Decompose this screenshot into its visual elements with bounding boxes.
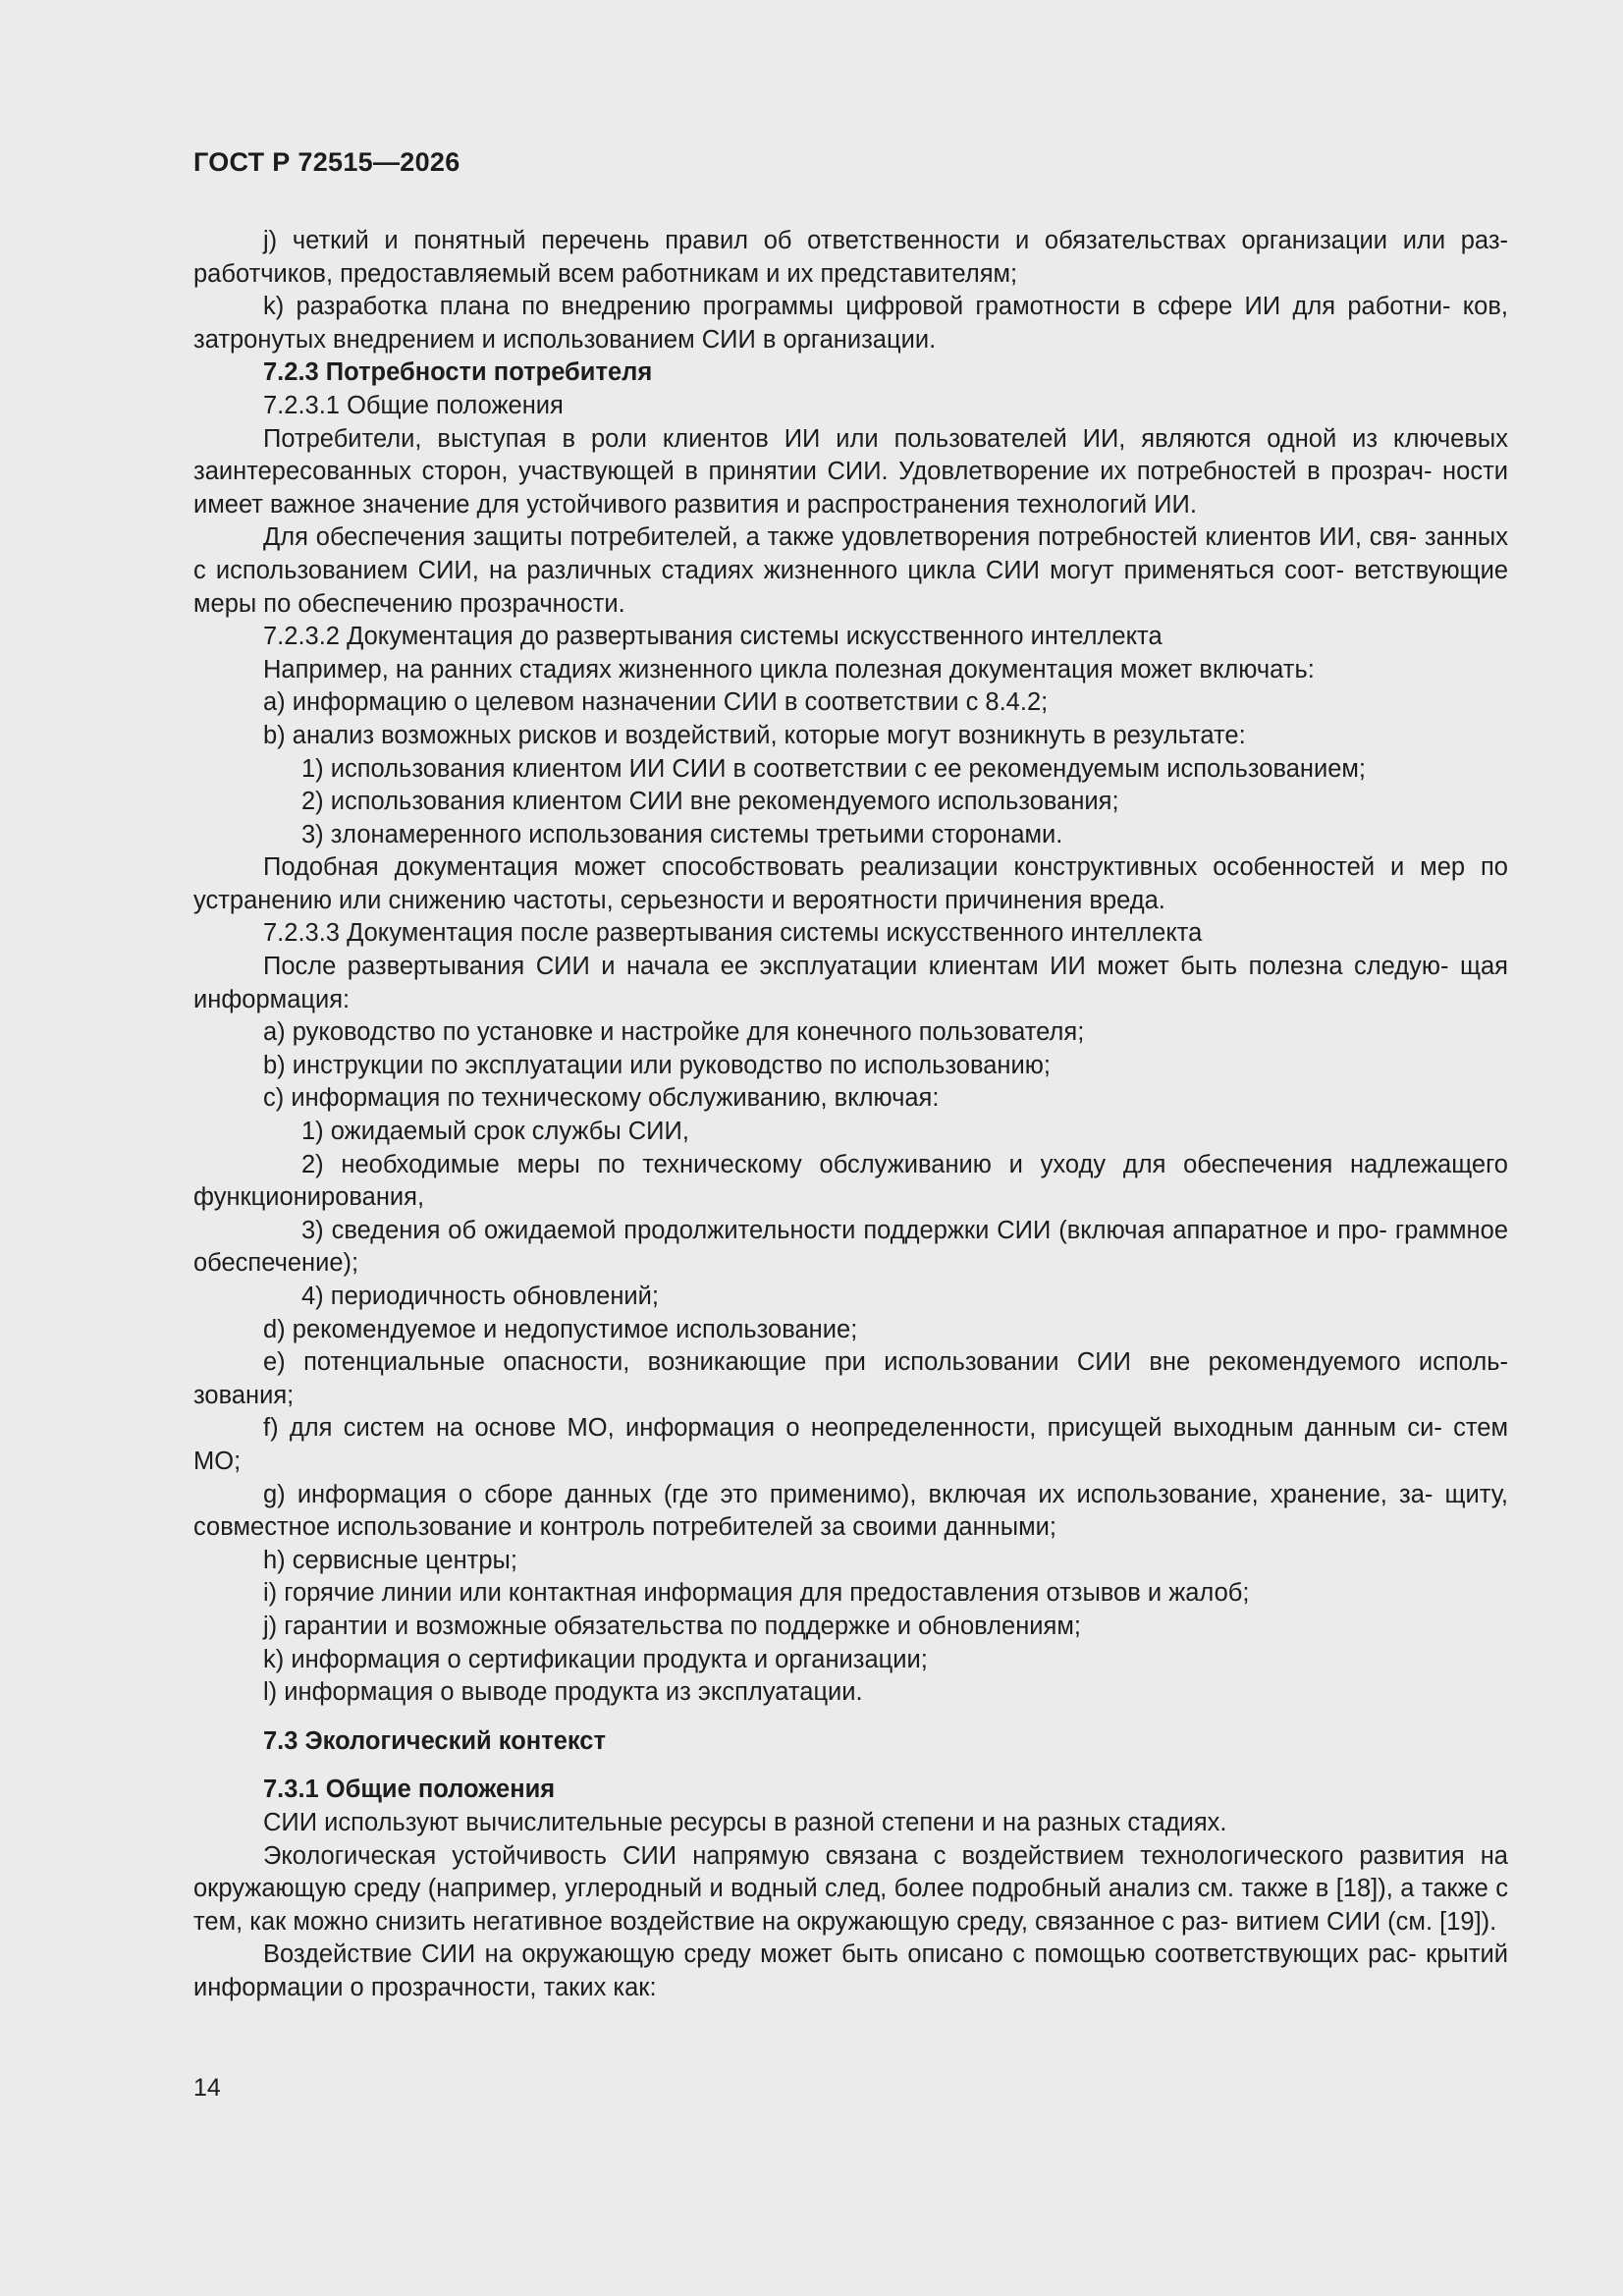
- paragraph: j) гарантии и возможные обязательства по поддержке и обновлениям;: [263, 1612, 1081, 1640]
- section-heading: 7.3 Экологический контекст: [263, 1726, 606, 1755]
- paragraph: 3) сведения об ожидаемой продолжительности поддержки СИИ (включая аппаратное и про- граммное обеспечение);: [193, 1216, 1508, 1278]
- paragraph: d) рекомендуемое и недопустимое использование;: [263, 1315, 858, 1343]
- paragraph: Подобная документация может способствовать реализации конструктивных особенностей и мер по устранению или снижению частоты, серьезности и вероятности причинения вреда.: [193, 853, 1508, 914]
- section-heading: 7.2.3 Потребности потребителя: [263, 358, 653, 387]
- paragraph: b) инструкции по эксплуатации или руководство по использованию;: [263, 1051, 1051, 1079]
- paragraph: f) для систем на основе МО, информация о неопределенности, присущей выходным данным си- стем МО;: [193, 1414, 1508, 1475]
- paragraph: l) информация о выводе продукта из эксплуатации.: [263, 1678, 863, 1707]
- paragraph: 1) ожидаемый срок службы СИИ,: [301, 1118, 689, 1146]
- paragraph: 1) использования клиентом ИИ СИИ в соответствии с ее рекомендуемым использованием;: [301, 754, 1367, 783]
- paragraph: 7.2.3.2 Документация до развертывания системы искусственного интеллекта: [263, 623, 1163, 651]
- paragraph: k) информация о сертификации продукта и организации;: [263, 1645, 928, 1673]
- paragraph: i) горячие линии или контактная информация для предоставления отзывов и жалоб;: [263, 1579, 1250, 1608]
- paragraph: 2) использования клиентом СИИ вне рекомендуемого использования;: [301, 788, 1119, 816]
- document-body: [193, 225, 1508, 2004]
- paragraph: Потребители, выступая в роли клиентов ИИ или пользователей ИИ, являются одной из ключевых заинтересованных сторон, участвующей в принятии СИИ. Удовлетворение их потребностей в прозрач- ности имеет важное значение для устойчивого развития и распространения технологий ИИ.: [193, 424, 1508, 519]
- paragraph: СИИ используют вычислительные ресурсы в разной степени и на разных стадиях.: [263, 1808, 1227, 1836]
- paragraph: e) потенциальные опасности, возникающие при использовании СИИ вне рекомендуемого исполь- зования;: [193, 1348, 1508, 1409]
- document-code-header: ГОСТ Р 72515—2026: [193, 147, 460, 177]
- paragraph: j) четкий и понятный перечень правил об ответственности и обязательствах организации или раз- работчиков, предоставляемый всем работникам и их представителям;: [193, 227, 1508, 288]
- paragraph: h) сервисные центры;: [263, 1546, 517, 1574]
- paragraph: k) разработка плана по внедрению программы цифровой грамотности в сфере ИИ для работни- ков, затронутых внедрением и использованием СИИ в организации.: [193, 293, 1508, 354]
- paragraph: b) анализ возможных рисков и воздействий, которые могут возникнуть в результате:: [263, 721, 1246, 749]
- paragraph: a) руководство по установке и настройке для конечного пользователя;: [263, 1018, 1085, 1047]
- paragraph: Экологическая устойчивость СИИ напрямую связана с воздействием технологического развития на окружающую среду (например, углеродный и водный след, более подробный анализ см. также в [18]), а также с тем, как можно снизить негативное воздействие на окружающую среду, связанное с раз- витием СИИ (см. [19]).: [193, 1841, 1508, 1936]
- paragraph: Для обеспечения защиты потребителей, а также удовлетворения потребностей клиентов ИИ, свя- занных с использованием СИИ, на различных стадиях жизненного цикла СИИ могут применяться соот- ветствующие меры по обеспечению прозрачности.: [193, 523, 1508, 618]
- paragraph: 4) периодичность обновлений;: [301, 1283, 659, 1310]
- paragraph: 2) необходимые меры по техническому обслуживанию и уходу для обеспечения надлежащего функционирования,: [193, 1150, 1508, 1212]
- paragraph: 7.2.3.1 Общие положения: [263, 391, 564, 419]
- paragraph: a) информацию о целевом назначении СИИ в соответствии с 8.4.2;: [263, 688, 1049, 717]
- section-heading: 7.3.1 Общие положения: [263, 1776, 556, 1804]
- page-number: 14: [193, 2074, 221, 2102]
- paragraph: c) информация по техническому обслуживанию, включая:: [263, 1084, 940, 1113]
- paragraph: g) информация о сборе данных (где это применимо), включая их использование, хранение, за- щиту, совместное использование и контроль потребителей за своими данными;: [193, 1480, 1508, 1542]
- paragraph: 7.2.3.3 Документация после развертывания системы искусственного интеллекта: [263, 919, 1203, 948]
- paragraph: Например, на ранних стадиях жизненного цикла полезная документация может включать:: [263, 655, 1315, 683]
- paragraph: 3) злонамеренного использования системы третьими сторонами.: [301, 820, 1063, 848]
- paragraph: Воздействие СИИ на окружающую среду может быть описано с помощью соответствующих рас- крытий информации о прозрачности, таких как:: [193, 1941, 1508, 2001]
- paragraph: После развертывания СИИ и начала ее эксплуатации клиентам ИИ может быть полезна следую- щая информация:: [193, 953, 1508, 1013]
